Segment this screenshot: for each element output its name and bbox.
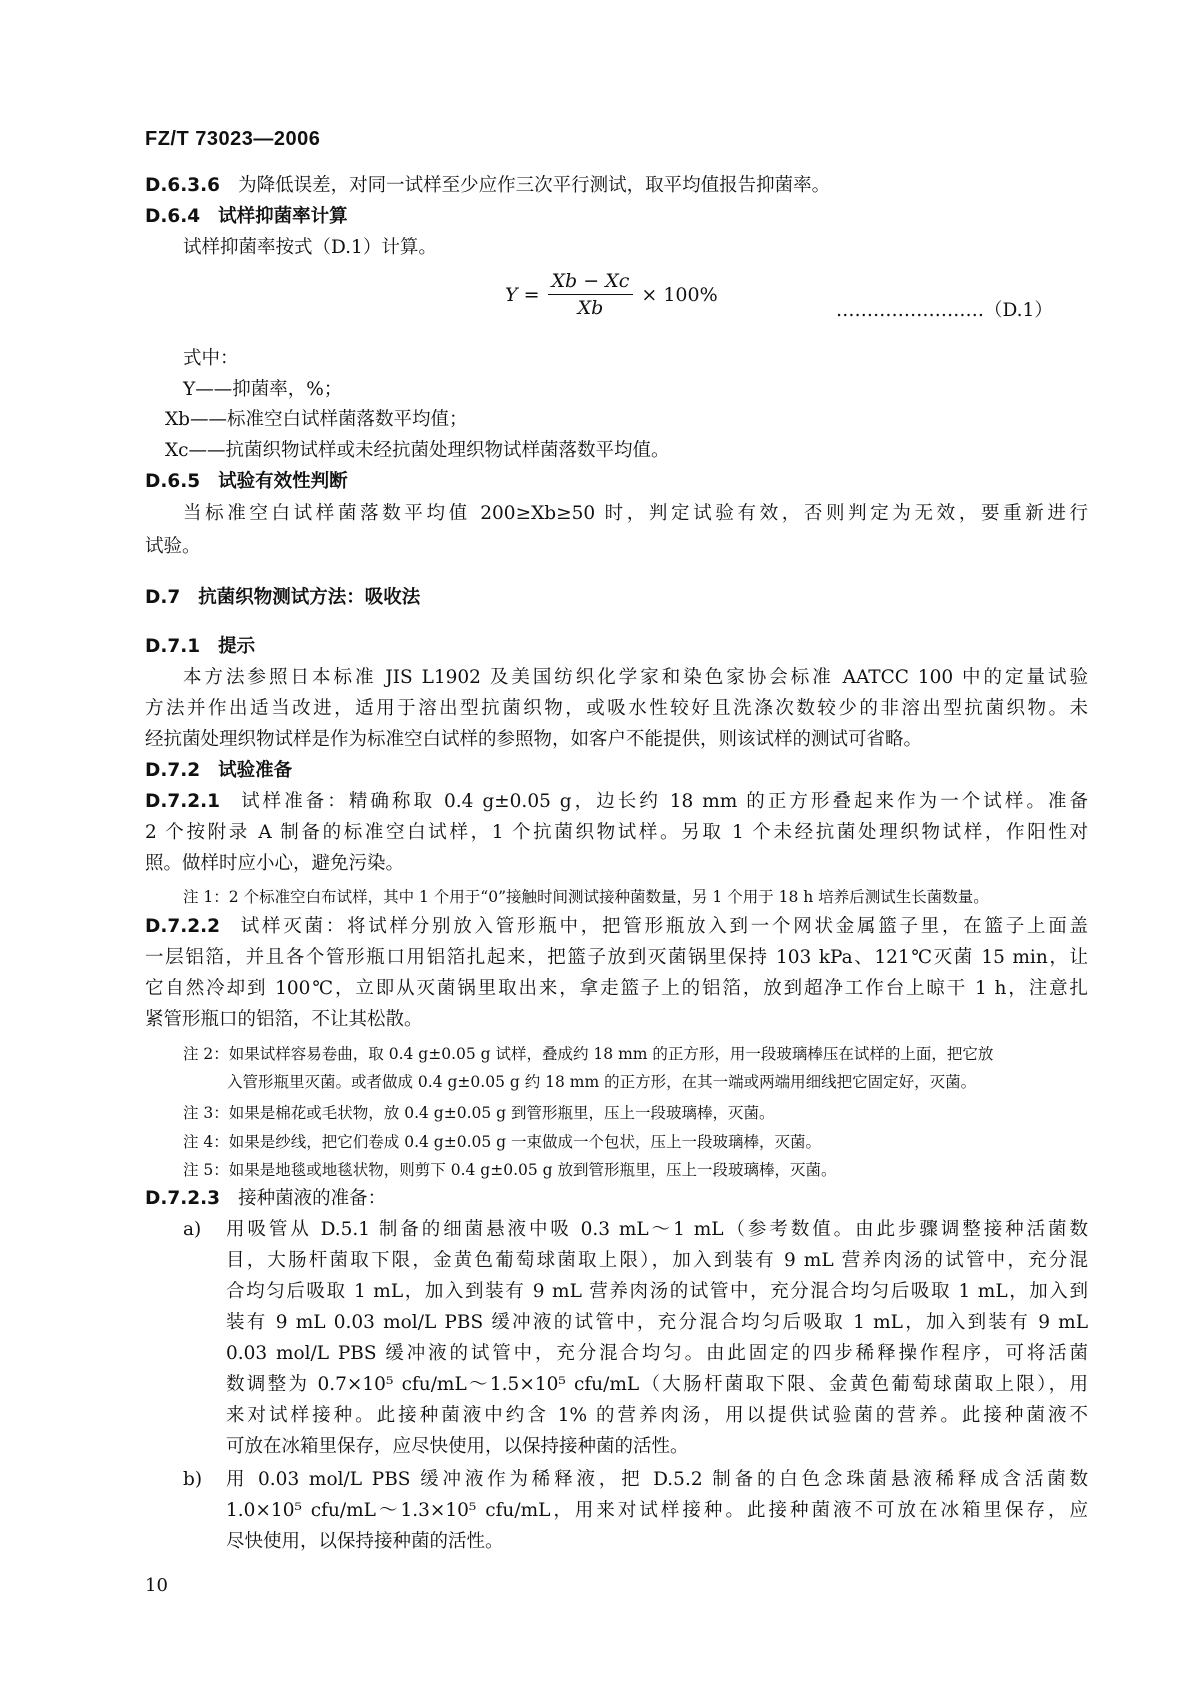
clause-text: 为降低误差，对同一试样至少应作三次平行测试，取平均值报告抑菌率。 bbox=[238, 175, 831, 196]
formula-lhs: Y = bbox=[505, 283, 540, 306]
clause-number: D.7.1 bbox=[145, 636, 201, 657]
note-5: 注 5：如果是地毯或地毯状物，则剪下 0.4 g±0.05 g 放到管形瓶里，压上一段玻璃棒，灭菌。 bbox=[183, 1161, 837, 1179]
list-item-line: 装有 9 mL 0.03 mol/L PBS 缓冲液的试管中，充分混合均匀后吸取 1 mL，加入到装有 9 mL bbox=[226, 1312, 1088, 1333]
paragraph-line: 方法并作出适当改进，适用于溶出型抗菌织物，或吸水性较好且洗涤次数较少的非溶出型抗菌织物。未 bbox=[145, 698, 1088, 719]
paragraph-formula-ref: 试样抑菌率按式（D.1）计算。 bbox=[183, 237, 437, 258]
list-item-line: 合均匀后吸取 1 mL，加入到装有 9 mL 营养肉汤的试管中，充分混合均匀后吸取 1 mL，加入到 bbox=[226, 1281, 1088, 1302]
clause-d722 bbox=[145, 915, 1088, 939]
clause-d723 bbox=[145, 1187, 386, 1211]
list-item-line: 目，大肠杆菌取下限，金黄色葡萄球菌取上限），加入到装有 9 mL 营养肉汤的试管中，充分混 bbox=[226, 1250, 1088, 1271]
formula-multiplier: × 100% bbox=[641, 283, 718, 306]
clause-number: D.7.2 bbox=[145, 760, 201, 781]
definition-xb: Xb——标准空白试样菌落数平均值； bbox=[165, 409, 468, 430]
clause-number: D.6.4 bbox=[145, 206, 201, 227]
note-4: 注 4：如果是纱线，把它们卷成 0.4 g±0.05 g 一束做成一个包状，压上一段玻璃棒，灭菌。 bbox=[183, 1133, 821, 1151]
heading-d7 bbox=[145, 586, 420, 610]
paragraph-line: 2 个按附录 A 制备的标准空白试样，1 个抗菌织物试样。另取 1 个未经抗菌处理织物试样，作阳性对 bbox=[145, 822, 1088, 843]
clause-text: 试样准备：精确称取 0.4 g±0.05 g，边长约 18 mm 的正方形叠起来作为一个试样。准备 bbox=[238, 791, 1088, 812]
heading-d65 bbox=[145, 470, 348, 494]
list-item-line: 用吸管从 D.5.1 制备的细菌悬液中吸 0.3 mL～1 mL（参考数值。由此步骤调整接种活菌数 bbox=[226, 1219, 1088, 1240]
definition-xc: Xc——抗菌织物试样或未经抗菌处理织物试样菌落数平均值。 bbox=[165, 440, 670, 461]
clause-number: D.7.2.1 bbox=[145, 791, 221, 812]
heading-d64 bbox=[145, 205, 348, 229]
note-2: 注 2：如果试样容易卷曲，取 0.4 g±0.05 g 试样，叠成约 18 mm 的正方形，用一段玻璃棒压在试样的上面，把它放 bbox=[183, 1045, 994, 1063]
list-item-line: 1.0×10⁵ cfu/mL～1.3×10⁵ cfu/mL，用来对试样接种。此接种菌液不可放在冰箱里保存，应 bbox=[226, 1500, 1088, 1521]
formula-fraction bbox=[548, 270, 634, 319]
page-number: 10 bbox=[145, 1575, 168, 1596]
definition-y: Y——抑菌率，%； bbox=[183, 379, 343, 400]
list-marker-a: a) bbox=[183, 1219, 202, 1240]
clause-d721 bbox=[145, 790, 1088, 814]
paragraph-line: 紧管形瓶口的铝箔，不让其松散。 bbox=[145, 1009, 423, 1030]
heading-d71 bbox=[145, 635, 255, 659]
list-item-line: 来对试样接种。此接种菌液中约含 1% 的营养肉汤，用以提供试验菌的营养。此接种菌液不 bbox=[226, 1405, 1088, 1426]
formula-denominator: Xb bbox=[577, 297, 604, 319]
list-item-line: 数调整为 0.7×10⁵ cfu/mL～1.5×10⁵ cfu/mL（大肠杆菌取下限、金黄色葡萄球菌取上限），用 bbox=[226, 1374, 1088, 1395]
standard-code-header: FZ/T 73023—2006 bbox=[145, 128, 321, 150]
clause-d636 bbox=[145, 174, 830, 198]
paragraph-line: 经抗菌处理织物试样是作为标准空白试样的参照物，如客户不能提供，则该试样的测试可省略。 bbox=[145, 729, 923, 750]
paragraph-line: 本方法参照日本标准 JIS L1902 及美国纺织化学家和染色家协会标准 AATCC 100 中的定量试验 bbox=[183, 667, 1088, 688]
list-item-line: 可放在冰箱里保存，应尽快使用，以保持接种菌的活性。 bbox=[226, 1436, 689, 1457]
equation-number: ……………………（D.1） bbox=[836, 300, 1053, 321]
heading-title: 试验准备 bbox=[218, 760, 293, 781]
clause-number: D.7.2.2 bbox=[145, 916, 221, 937]
list-item-line: 尽快使用，以保持接种菌的活性。 bbox=[226, 1531, 504, 1552]
clause-number: D.6.5 bbox=[145, 471, 201, 492]
paragraph-line: 它自然冷却到 100℃，立即从灭菌锅里取出来，拿走篮子上的铝箔，放到超净工作台上晾干 1 h，注意扎 bbox=[145, 978, 1088, 999]
where-label: 式中： bbox=[183, 348, 239, 369]
list-marker-b: b) bbox=[183, 1469, 203, 1490]
paragraph-line: 试验。 bbox=[145, 536, 201, 557]
heading-title: 试样抑菌率计算 bbox=[218, 206, 348, 227]
list-item-line: 用 0.03 mol/L PBS 缓冲液作为稀释液，把 D.5.2 制备的白色念珠菌悬液稀释成含活菌数 bbox=[226, 1469, 1088, 1490]
note-3: 注 3：如果是棉花或毛状物，放 0.4 g±0.05 g 到管形瓶里，压上一段玻璃棒，灭菌。 bbox=[183, 1104, 775, 1122]
heading-title: 提示 bbox=[218, 636, 256, 657]
clause-number: D.7 bbox=[145, 587, 181, 608]
paragraph-line: 当标准空白试样菌落数平均值 200≥Xb≥50 时，判定试验有效，否则判定为无效，要重新进行 bbox=[183, 503, 1088, 524]
heading-title: 试验有效性判断 bbox=[218, 471, 348, 492]
clause-number: D.7.2.3 bbox=[145, 1188, 221, 1209]
list-item-line: 0.03 mol/L PBS 缓冲液的试管中，充分混合均匀。由此固定的四步稀释操作程序，可将活菌 bbox=[226, 1343, 1088, 1364]
clause-text: 接种菌液的准备： bbox=[238, 1188, 387, 1209]
paragraph-line: 照。做样时应小心，避免污染。 bbox=[145, 853, 405, 874]
heading-title: 抗菌织物测试方法：吸收法 bbox=[198, 587, 421, 608]
formula-numerator: Xb − Xc bbox=[548, 270, 634, 295]
heading-d72 bbox=[145, 759, 292, 783]
note-2-continued: 入管形瓶里灭菌。或者做成 0.4 g±0.05 g 约 18 mm 的正方形，在其一端或两端用细线把它固定好，灭菌。 bbox=[227, 1073, 977, 1091]
clause-text: 试样灭菌：将试样分别放入管形瓶中，把管形瓶放入到一个网状金属篮子里，在篮子上面盖 bbox=[238, 916, 1088, 937]
clause-number: D.6.3.6 bbox=[145, 175, 221, 196]
formula-d1 bbox=[505, 270, 718, 319]
paragraph-line: 一层铝箔，并且各个管形瓶口用铝箔扎起来，把篮子放到灭菌锅里保持 103 kPa、121℃灭菌 15 min，让 bbox=[145, 947, 1088, 968]
note-1: 注 1：2 个标准空白布试样，其中 1 个用于“0”接触时间测试接种菌数量，另 1 个用于 18 h 培养后测试生长菌数量。 bbox=[183, 888, 989, 906]
